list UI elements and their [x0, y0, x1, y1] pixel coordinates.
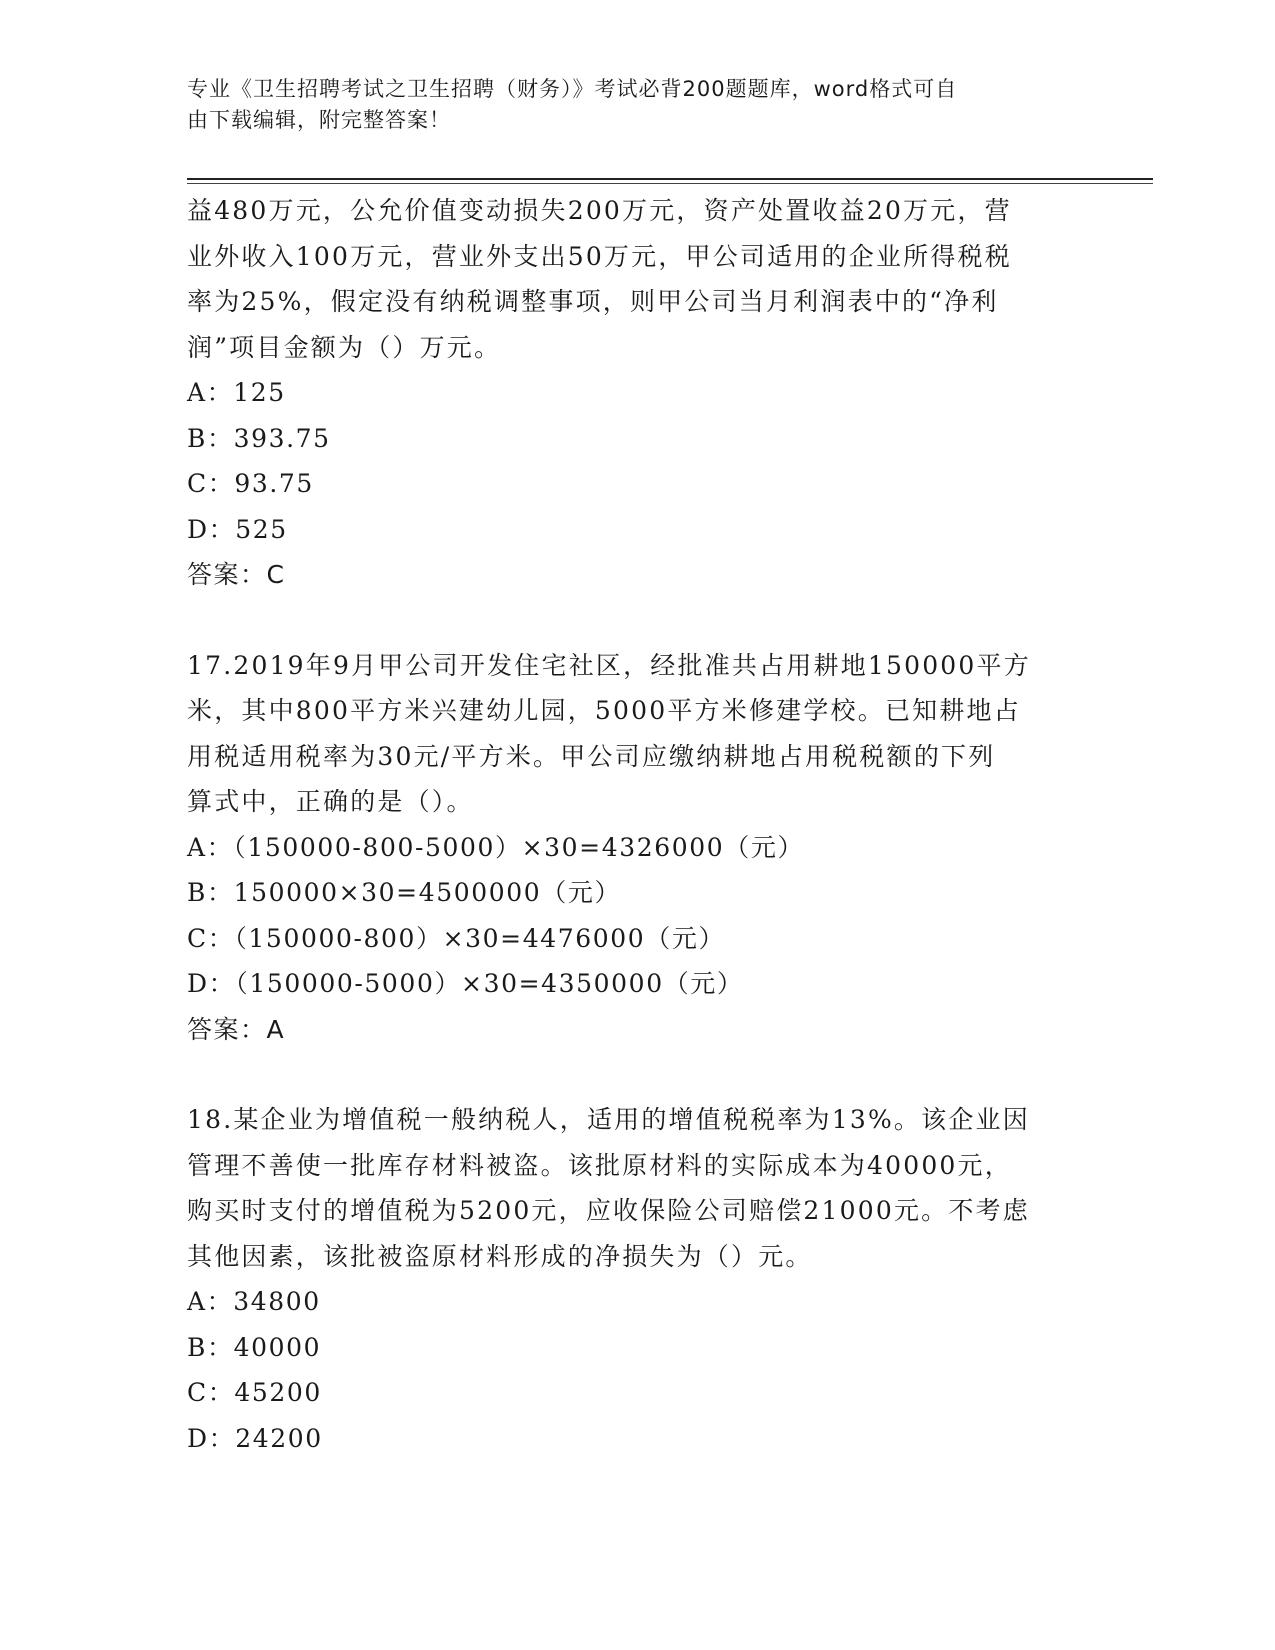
- question-list: [187, 188, 1087, 1461]
- header-divider-thin: [187, 183, 1153, 184]
- option-c: C：93.75: [187, 469, 314, 498]
- question-stem-line: 购买时支付的增值税为5200元，应收保险公司赔偿21000元。不考虑: [187, 1196, 1030, 1225]
- question-stem-line: 算式中，正确的是（）。: [187, 787, 474, 816]
- question-17: [187, 643, 1087, 1053]
- option-d: D：（150000-5000）×30=4350000（元）: [187, 969, 744, 998]
- option-b: B：150000×30=4500000（元）: [187, 878, 622, 907]
- question-stem-line: 其他因素，该批被盗原材料形成的净损失为（）元。: [187, 1241, 813, 1271]
- question-stem-line: 润”项目金额为（）万元。: [187, 332, 502, 362]
- question-stem-line: 米，其中800平方米兴建幼儿园，5000平方米修建学校。已知耕地占: [187, 696, 1021, 725]
- question-stem-line: 管理不善使一批库存材料被盗。该批原材料的实际成本为40000元，: [187, 1150, 1012, 1180]
- option-c: C：45200: [187, 1378, 322, 1407]
- option-d: D：525: [187, 514, 288, 544]
- option-b: B：393.75: [187, 423, 331, 453]
- question-stem-line: 率为25%，假定没有纳税调整事项，则甲公司当月利润表中的“净利: [187, 287, 999, 316]
- question-18: [187, 1097, 1087, 1461]
- document-header: [187, 74, 1067, 136]
- question-stem-line: 益480万元，公允价值变动损失200万元，资产处置收益20万元，营: [187, 196, 1012, 225]
- answer: 答案：A: [187, 1014, 286, 1044]
- spacer: [187, 1052, 1087, 1097]
- option-b: B：40000: [187, 1332, 322, 1362]
- header-divider: [187, 178, 1153, 180]
- spacer: [187, 598, 1087, 643]
- question-stem-line: 用税适用税率为30元/平方米。甲公司应缴纳耕地占用税税额的下列: [187, 741, 996, 771]
- question-stem-line: 业外收入100万元，营业外支出50万元，甲公司适用的企业所得税税: [187, 241, 1012, 271]
- question-stem-line: 18.某企业为增值税一般纳税人，适用的增值税税率为13%。该企业因: [187, 1105, 1030, 1134]
- header-line: 由下载编辑，附完整答案！: [187, 108, 451, 132]
- option-a: A：（150000-800-5000）×30=4326000（元）: [187, 832, 805, 862]
- option-c: C：（150000-800）×30=4476000（元）: [187, 923, 726, 953]
- option-a: A：125: [187, 378, 286, 407]
- answer: 答案：C: [187, 560, 286, 589]
- option-d: D：24200: [187, 1423, 323, 1453]
- question-16: [187, 188, 1087, 598]
- question-stem-line: 17.2019年9月甲公司开发住宅社区，经批准共占用耕地150000平方: [187, 650, 1031, 680]
- option-a: A：34800: [187, 1287, 321, 1316]
- header-line: 专业《卫生招聘考试之卫生招聘（财务）》考试必背200题题库，word格式可自: [187, 77, 958, 101]
